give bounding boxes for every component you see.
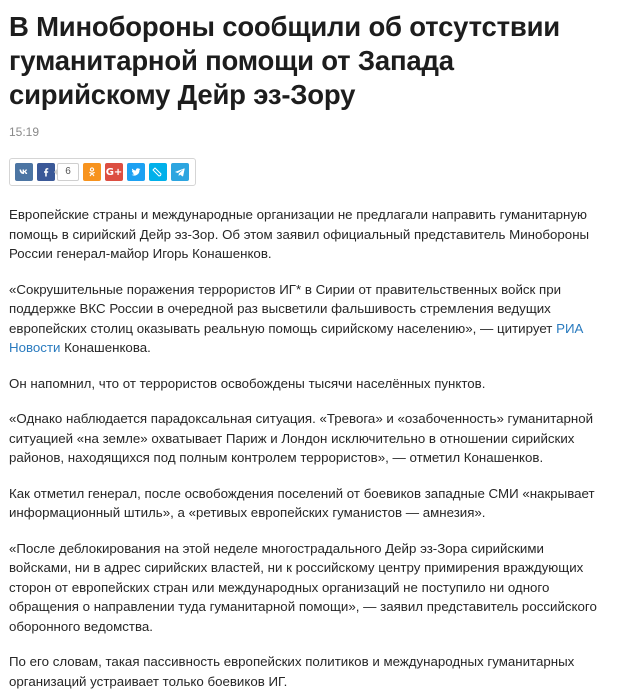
article-title: В Минобороны сообщили об отсутствии гуманитарной помощи от Запада сирийскому Дейр эз-Зору [9, 11, 560, 110]
vk-share-button[interactable] [15, 163, 33, 181]
livejournal-pencil-icon [152, 166, 164, 178]
telegram-share-button[interactable] [171, 163, 189, 181]
paragraph-quote-1-tail: Конашенкова. [60, 340, 151, 355]
paragraph-quote-2: «Однако наблюдается парадоксальная ситуация. «Тревога» и «озабоченность» гуманитарной ситуацией «на земле» охватывает Париж и Лондон исключительно в отношении сирийских районов, находящихся под полным контролем террористов», — отметил Конашенков. [9, 411, 594, 465]
paragraph-reminder: Он напомнил, что от террористов освобождены тысячи населённых пунктов. [9, 375, 486, 391]
livejournal-share-button[interactable] [149, 163, 167, 181]
google-plus-icon: G+ [105, 166, 123, 178]
paragraph-quote-1 [9, 280, 606, 358]
vk-icon [18, 166, 30, 178]
paragraph-quote-3: «После деблокирования на этой неделе многострадального Дейр эз-Зора сирийскими войсками, ни в адрес сирийских властей, ни к российскому центру примирения враждующих сторон от европейских стран или международных организаций не поступило ни одного обращения о направлении туда гуманитарной помощи», — заявил представитель российского оборонного ведомства. [9, 540, 597, 634]
google-plus-share-button[interactable] [105, 163, 123, 181]
facebook-icon [40, 166, 52, 178]
paragraph-conclusion: По его словам, такая пассивность европейских политиков и международных гуманитарных организаций устраивает только боевиков ИГ. [9, 654, 575, 689]
odnoklassniki-share-button[interactable] [83, 163, 101, 181]
ria-novosti-link[interactable]: РИА Новости [9, 320, 584, 355]
telegram-icon [174, 166, 186, 178]
odnoklassniki-icon [86, 166, 98, 178]
twitter-icon [130, 166, 142, 178]
publish-time: 15:19 [9, 125, 40, 139]
paragraph-quote-1-text: «Сокрушительные поражения террористов ИГ* в Сирии от правительственных войск при поддержке ВКС России в очередной раз высветили фальшивость стремления ведущих европейских столиц оказывать реальную помощь сирийскому населению», — цитирует [9, 281, 562, 336]
share-bar [9, 158, 196, 186]
facebook-share-button[interactable] [37, 163, 55, 181]
twitter-share-button[interactable] [127, 163, 145, 181]
paragraph-general: Как отметил генерал, после освобождения поселений от боевиков западные СМИ «накрывает информационный штиль», а «ретивых европейских гуманистов — амнезия». [9, 485, 595, 520]
facebook-share-count: 6 [57, 163, 79, 181]
paragraph-intro: Европейские страны и международные организации не предлагали направить гуманитарную помощь в сирийский Дейр эз-Зор. Об этом заявил официальный представитель Минобороны России генерал-майор Игорь Конашенков. [9, 207, 590, 261]
